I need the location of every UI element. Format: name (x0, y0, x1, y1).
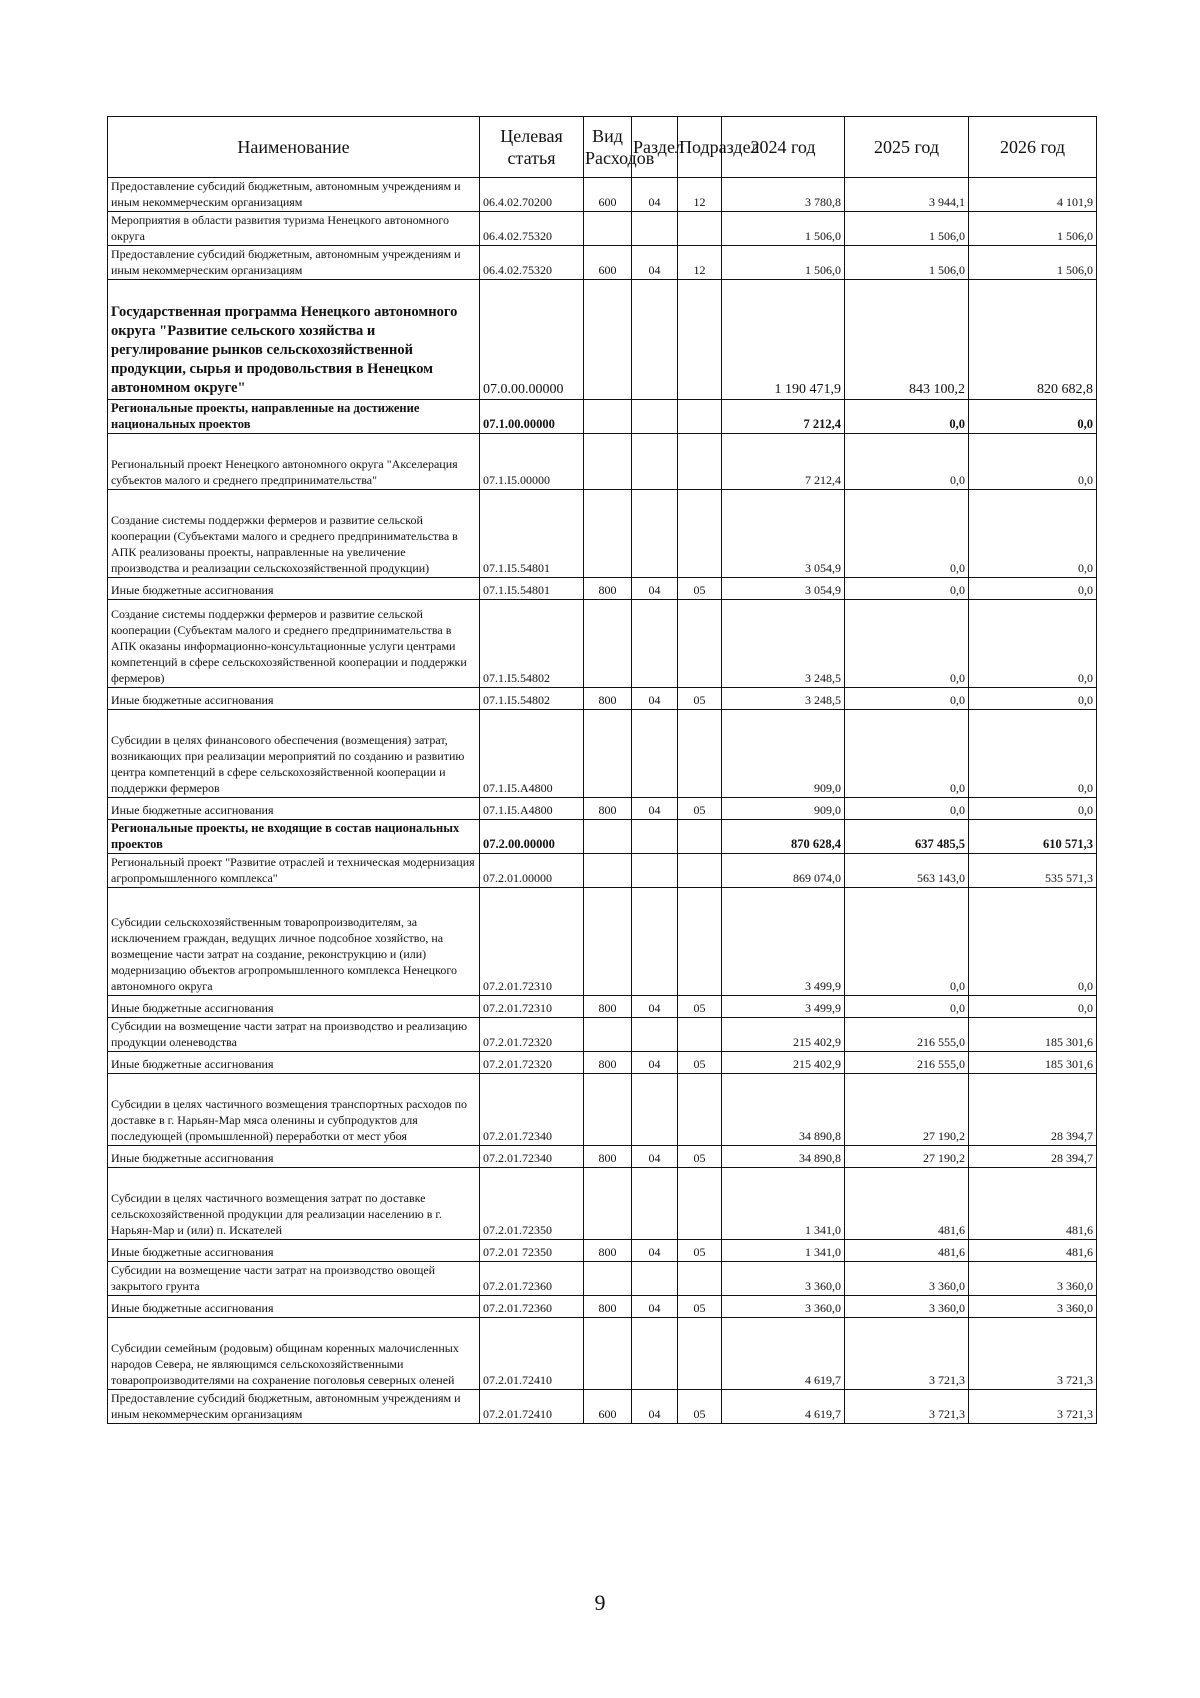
row-kind (584, 854, 632, 888)
row-article: 07.2.01.72310 (480, 888, 584, 996)
table-row (108, 178, 1097, 212)
table-row (108, 212, 1097, 246)
row-article: 07.2.01 72350 (480, 1240, 584, 1262)
table-row (108, 434, 1097, 490)
table-header-row (108, 117, 1097, 178)
row-subsection: 05 (678, 1052, 722, 1074)
row-kind: 800 (584, 996, 632, 1018)
row-subsection (678, 1168, 722, 1240)
header-subsection: Подраздел (678, 117, 722, 178)
page-number: 9 (594, 1590, 606, 1615)
table-body (108, 178, 1097, 1424)
row-name: Субсидии в целях частичного возмещения затрат по доставке сельскохозяйственной продукции для реализации населению в г. Нарьян-Мар и (или) п. Искателей (108, 1168, 480, 1240)
row-name: Региональные проекты, направленные на достижение национальных проектов (108, 400, 480, 434)
row-value-2024: 7 212,4 (722, 434, 845, 490)
budget-table (107, 116, 1097, 1424)
row-subsection (678, 820, 722, 854)
row-subsection (678, 490, 722, 578)
row-subsection: 12 (678, 246, 722, 280)
row-name: Предоставление субсидий бюджетным, автономным учреждениям и иным некоммерческим организациям (108, 246, 480, 280)
table-row (108, 1074, 1097, 1146)
row-kind: 800 (584, 1240, 632, 1262)
row-value-2026: 535 571,3 (969, 854, 1097, 888)
row-subsection: 05 (678, 798, 722, 820)
row-value-2024: 3 054,9 (722, 578, 845, 600)
row-section: 04 (632, 1296, 678, 1318)
row-value-2026: 481,6 (969, 1168, 1097, 1240)
row-value-2025: 0,0 (845, 996, 969, 1018)
row-kind (584, 1318, 632, 1390)
row-value-2024: 1 341,0 (722, 1240, 845, 1262)
row-name: Региональный проект "Развитие отраслей и техническая модернизация агропромышленного комплекса" (108, 854, 480, 888)
row-section (632, 820, 678, 854)
row-subsection (678, 212, 722, 246)
row-name: Создание системы поддержки фермеров и развитие сельской кооперации (Субъектами малого и среднего предпринимательства в АПК реализованы проекты, направленные на увеличение производства и реализации сельскохозяйственной продукции) (108, 490, 480, 578)
row-value-2025: 1 506,0 (845, 212, 969, 246)
header-kind: Вид Расходов (584, 117, 632, 178)
row-section (632, 434, 678, 490)
row-subsection (678, 888, 722, 996)
row-value-2025: 0,0 (845, 688, 969, 710)
row-name: Предоставление субсидий бюджетным, автономным учреждениям и иным некоммерческим организациям (108, 1390, 480, 1424)
row-subsection (678, 434, 722, 490)
row-subsection (678, 854, 722, 888)
row-article: 07.2.01.72350 (480, 1168, 584, 1240)
header-year-2024: 2024 год (722, 117, 845, 178)
row-value-2026: 0,0 (969, 600, 1097, 688)
row-article: 07.2.01.72310 (480, 996, 584, 1018)
row-value-2025: 637 485,5 (845, 820, 969, 854)
row-section: 04 (632, 1052, 678, 1074)
row-value-2025: 0,0 (845, 888, 969, 996)
table-row (108, 996, 1097, 1018)
row-article: 07.2.01.72320 (480, 1052, 584, 1074)
row-subsection: 05 (678, 578, 722, 600)
row-article: 07.2.01.72410 (480, 1318, 584, 1390)
row-value-2024: 3 780,8 (722, 178, 845, 212)
row-value-2026: 28 394,7 (969, 1146, 1097, 1168)
row-article: 07.1.I5.54802 (480, 600, 584, 688)
row-value-2024: 3 248,5 (722, 688, 845, 710)
row-name: Субсидии сельскохозяйственным товаропроизводителям, за исключением граждан, ведущих личное подсобное хозяйство, на возмещение части затрат на создание, реконструкцию и (или) модернизацию объектов агропромышленного комплекса Ненецкого автономного округа (108, 888, 480, 996)
row-value-2024: 870 628,4 (722, 820, 845, 854)
row-name: Создание системы поддержки фермеров и развитие сельской кооперации (Субъектам малого и среднего предпринимательства в АПК оказаны информационно-консультационные услуги центрами компетенций в сфере сельскохозяйственной кооперации и поддержки фермеров) (108, 600, 480, 688)
row-article: 07.1.I5.54801 (480, 490, 584, 578)
row-value-2026: 0,0 (969, 578, 1097, 600)
row-name: Предоставление субсидий бюджетным, автономным учреждениям и иным некоммерческим организациям (108, 178, 480, 212)
row-value-2025: 481,6 (845, 1168, 969, 1240)
table-row (108, 246, 1097, 280)
row-value-2026: 0,0 (969, 710, 1097, 798)
row-subsection (678, 280, 722, 400)
table-row (108, 854, 1097, 888)
table-row (108, 688, 1097, 710)
row-kind (584, 212, 632, 246)
table-row (108, 820, 1097, 854)
row-kind (584, 1168, 632, 1240)
table-row (108, 490, 1097, 578)
row-kind (584, 1074, 632, 1146)
row-section (632, 1168, 678, 1240)
row-kind (584, 490, 632, 578)
row-subsection: 05 (678, 1146, 722, 1168)
row-article: 07.2.01.72360 (480, 1296, 584, 1318)
row-value-2025: 1 506,0 (845, 246, 969, 280)
row-value-2025: 3 721,3 (845, 1318, 969, 1390)
row-kind: 800 (584, 1052, 632, 1074)
row-value-2026: 0,0 (969, 688, 1097, 710)
row-value-2025: 3 721,3 (845, 1390, 969, 1424)
row-subsection (678, 400, 722, 434)
row-value-2025: 216 555,0 (845, 1052, 969, 1074)
row-value-2025: 0,0 (845, 600, 969, 688)
row-article: 06.4.02.75320 (480, 212, 584, 246)
row-subsection: 05 (678, 1296, 722, 1318)
row-name: Иные бюджетные ассигнования (108, 996, 480, 1018)
row-value-2024: 3 499,9 (722, 888, 845, 996)
row-section: 04 (632, 1390, 678, 1424)
row-kind: 800 (584, 798, 632, 820)
row-kind (584, 820, 632, 854)
row-article: 07.2.01.72360 (480, 1262, 584, 1296)
row-kind: 800 (584, 688, 632, 710)
row-kind (584, 710, 632, 798)
row-section (632, 1074, 678, 1146)
table-row (108, 1052, 1097, 1074)
row-kind (584, 280, 632, 400)
row-value-2026: 4 101,9 (969, 178, 1097, 212)
table-row (108, 798, 1097, 820)
row-value-2026: 185 301,6 (969, 1018, 1097, 1052)
row-value-2025: 563 143,0 (845, 854, 969, 888)
row-value-2026: 0,0 (969, 798, 1097, 820)
row-section (632, 490, 678, 578)
row-value-2024: 909,0 (722, 798, 845, 820)
row-subsection (678, 600, 722, 688)
row-section: 04 (632, 246, 678, 280)
row-value-2026: 3 360,0 (969, 1262, 1097, 1296)
row-article: 07.2.01.00000 (480, 854, 584, 888)
row-section (632, 280, 678, 400)
table-row (108, 1262, 1097, 1296)
row-value-2026: 0,0 (969, 888, 1097, 996)
table-row (108, 888, 1097, 996)
row-section: 04 (632, 578, 678, 600)
row-section (632, 1018, 678, 1052)
table-row (108, 280, 1097, 400)
row-kind (584, 400, 632, 434)
row-value-2026: 820 682,8 (969, 280, 1097, 400)
row-value-2024: 1 190 471,9 (722, 280, 845, 400)
header-name: Наименование (108, 117, 480, 178)
row-subsection (678, 710, 722, 798)
row-value-2025: 3 360,0 (845, 1262, 969, 1296)
row-value-2026: 610 571,3 (969, 820, 1097, 854)
row-section: 04 (632, 798, 678, 820)
row-value-2026: 3 721,3 (969, 1390, 1097, 1424)
row-section (632, 212, 678, 246)
row-value-2025: 27 190,2 (845, 1074, 969, 1146)
row-value-2024: 3 248,5 (722, 600, 845, 688)
row-name: Региональный проект Ненецкого автономного округа "Акселерация субъектов малого и среднего предпринимательства" (108, 434, 480, 490)
row-value-2026: 185 301,6 (969, 1052, 1097, 1074)
row-name: Субсидии семейным (родовым) общинам коренных малочисленных народов Севера, не являющимся сельскохозяйственными товаропроизводителями на сохранение поголовья северных оленей (108, 1318, 480, 1390)
row-subsection (678, 1262, 722, 1296)
row-value-2026: 1 506,0 (969, 246, 1097, 280)
row-value-2025: 0,0 (845, 710, 969, 798)
table-row (108, 578, 1097, 600)
row-kind: 600 (584, 1390, 632, 1424)
row-section (632, 1262, 678, 1296)
row-section: 04 (632, 1146, 678, 1168)
row-kind (584, 1262, 632, 1296)
row-value-2024: 3 054,9 (722, 490, 845, 578)
table-row (108, 710, 1097, 798)
row-article: 07.1.00.00000 (480, 400, 584, 434)
header-section: Раздел (632, 117, 678, 178)
row-name: Мероприятия в области развития туризма Ненецкого автономного округа (108, 212, 480, 246)
row-article: 07.2.01.72410 (480, 1390, 584, 1424)
row-section (632, 710, 678, 798)
row-kind (584, 434, 632, 490)
row-value-2025: 0,0 (845, 490, 969, 578)
table-row (108, 1146, 1097, 1168)
row-value-2024: 34 890,8 (722, 1146, 845, 1168)
row-subsection: 05 (678, 996, 722, 1018)
table-row (108, 600, 1097, 688)
table-row (108, 1318, 1097, 1390)
row-value-2025: 0,0 (845, 434, 969, 490)
row-section (632, 600, 678, 688)
row-value-2025: 0,0 (845, 578, 969, 600)
row-article: 07.1.I5.54802 (480, 688, 584, 710)
row-kind (584, 1018, 632, 1052)
row-name: Иные бюджетные ассигнования (108, 1240, 480, 1262)
table-row (108, 1240, 1097, 1262)
row-value-2024: 3 499,9 (722, 996, 845, 1018)
row-section: 04 (632, 1240, 678, 1262)
row-name: Региональные проекты, не входящие в состав национальных проектов (108, 820, 480, 854)
header-year-2026: 2026 год (969, 117, 1097, 178)
row-value-2025: 216 555,0 (845, 1018, 969, 1052)
row-value-2025: 481,6 (845, 1240, 969, 1262)
table-row (108, 1168, 1097, 1240)
row-name: Субсидии в целях финансового обеспечения (возмещения) затрат, возникающих при реализации мероприятий по созданию и развитию центра компетенций в сфере сельскохозяйственной кооперации и поддержки фермеров (108, 710, 480, 798)
row-value-2026: 3 721,3 (969, 1318, 1097, 1390)
row-value-2024: 34 890,8 (722, 1074, 845, 1146)
row-section: 04 (632, 996, 678, 1018)
row-section (632, 854, 678, 888)
row-article: 06.4.02.70200 (480, 178, 584, 212)
row-value-2026: 3 360,0 (969, 1296, 1097, 1318)
row-name: Иные бюджетные ассигнования (108, 578, 480, 600)
table-row (108, 1390, 1097, 1424)
row-value-2025: 0,0 (845, 400, 969, 434)
row-value-2025: 27 190,2 (845, 1146, 969, 1168)
row-value-2025: 3 360,0 (845, 1296, 969, 1318)
row-article: 07.1.I5.A4800 (480, 798, 584, 820)
row-value-2024: 869 074,0 (722, 854, 845, 888)
row-name: Иные бюджетные ассигнования (108, 798, 480, 820)
row-kind: 600 (584, 246, 632, 280)
row-section: 04 (632, 178, 678, 212)
row-section: 04 (632, 688, 678, 710)
row-name: Субсидии в целях частичного возмещения транспортных расходов по доставке в г. Нарьян-Мар мяса оленины и субпродуктов для последующей (промышленной) переработки от мест убоя (108, 1074, 480, 1146)
row-kind: 600 (584, 178, 632, 212)
row-name: Иные бюджетные ассигнования (108, 1052, 480, 1074)
table-row (108, 1296, 1097, 1318)
table-row (108, 400, 1097, 434)
row-value-2024: 7 212,4 (722, 400, 845, 434)
row-value-2024: 215 402,9 (722, 1018, 845, 1052)
row-value-2026: 1 506,0 (969, 212, 1097, 246)
row-value-2026: 0,0 (969, 434, 1097, 490)
row-article: 07.2.01.72320 (480, 1018, 584, 1052)
row-value-2026: 0,0 (969, 400, 1097, 434)
row-subsection: 05 (678, 688, 722, 710)
row-value-2026: 0,0 (969, 490, 1097, 578)
header-year-2025: 2025 год (845, 117, 969, 178)
row-value-2024: 1 506,0 (722, 246, 845, 280)
row-article: 06.4.02.75320 (480, 246, 584, 280)
row-article: 07.1.I5.A4800 (480, 710, 584, 798)
row-section (632, 400, 678, 434)
row-value-2026: 481,6 (969, 1240, 1097, 1262)
row-article: 07.2.01.72340 (480, 1074, 584, 1146)
row-kind: 800 (584, 1296, 632, 1318)
row-value-2024: 3 360,0 (722, 1262, 845, 1296)
row-name: Субсидии на возмещение части затрат на производство овощей закрытого грунта (108, 1262, 480, 1296)
row-subsection: 05 (678, 1240, 722, 1262)
row-value-2024: 1 341,0 (722, 1168, 845, 1240)
row-name: Иные бюджетные ассигнования (108, 688, 480, 710)
row-value-2025: 843 100,2 (845, 280, 969, 400)
row-value-2024: 4 619,7 (722, 1390, 845, 1424)
row-section (632, 1318, 678, 1390)
row-article: 07.0.00.00000 (480, 280, 584, 400)
row-subsection (678, 1018, 722, 1052)
row-subsection: 05 (678, 1390, 722, 1424)
row-name: Иные бюджетные ассигнования (108, 1146, 480, 1168)
row-value-2025: 0,0 (845, 798, 969, 820)
row-value-2024: 1 506,0 (722, 212, 845, 246)
row-kind (584, 600, 632, 688)
row-name: Государственная программа Ненецкого автономного округа "Развитие сельского хозяйства и регулирование рынков сельскохозяйственной продукции, сырья и продовольствия в Ненецком автономном округе" (108, 280, 480, 400)
row-article: 07.1.I5.54801 (480, 578, 584, 600)
row-article: 07.2.01.72340 (480, 1146, 584, 1168)
row-section (632, 888, 678, 996)
row-kind: 800 (584, 1146, 632, 1168)
row-value-2024: 4 619,7 (722, 1318, 845, 1390)
header-article: Целевая статья (480, 117, 584, 178)
row-subsection: 12 (678, 178, 722, 212)
row-subsection (678, 1074, 722, 1146)
row-value-2026: 28 394,7 (969, 1074, 1097, 1146)
row-value-2025: 3 944,1 (845, 178, 969, 212)
row-article: 07.2.00.00000 (480, 820, 584, 854)
row-value-2024: 215 402,9 (722, 1052, 845, 1074)
row-article: 07.1.I5.00000 (480, 434, 584, 490)
row-name: Иные бюджетные ассигнования (108, 1296, 480, 1318)
row-value-2024: 909,0 (722, 710, 845, 798)
row-kind: 800 (584, 578, 632, 600)
row-name: Субсидии на возмещение части затрат на производство и реализацию продукции оленеводства (108, 1018, 480, 1052)
row-subsection (678, 1318, 722, 1390)
row-value-2026: 0,0 (969, 996, 1097, 1018)
row-value-2024: 3 360,0 (722, 1296, 845, 1318)
row-kind (584, 888, 632, 996)
table-row (108, 1018, 1097, 1052)
